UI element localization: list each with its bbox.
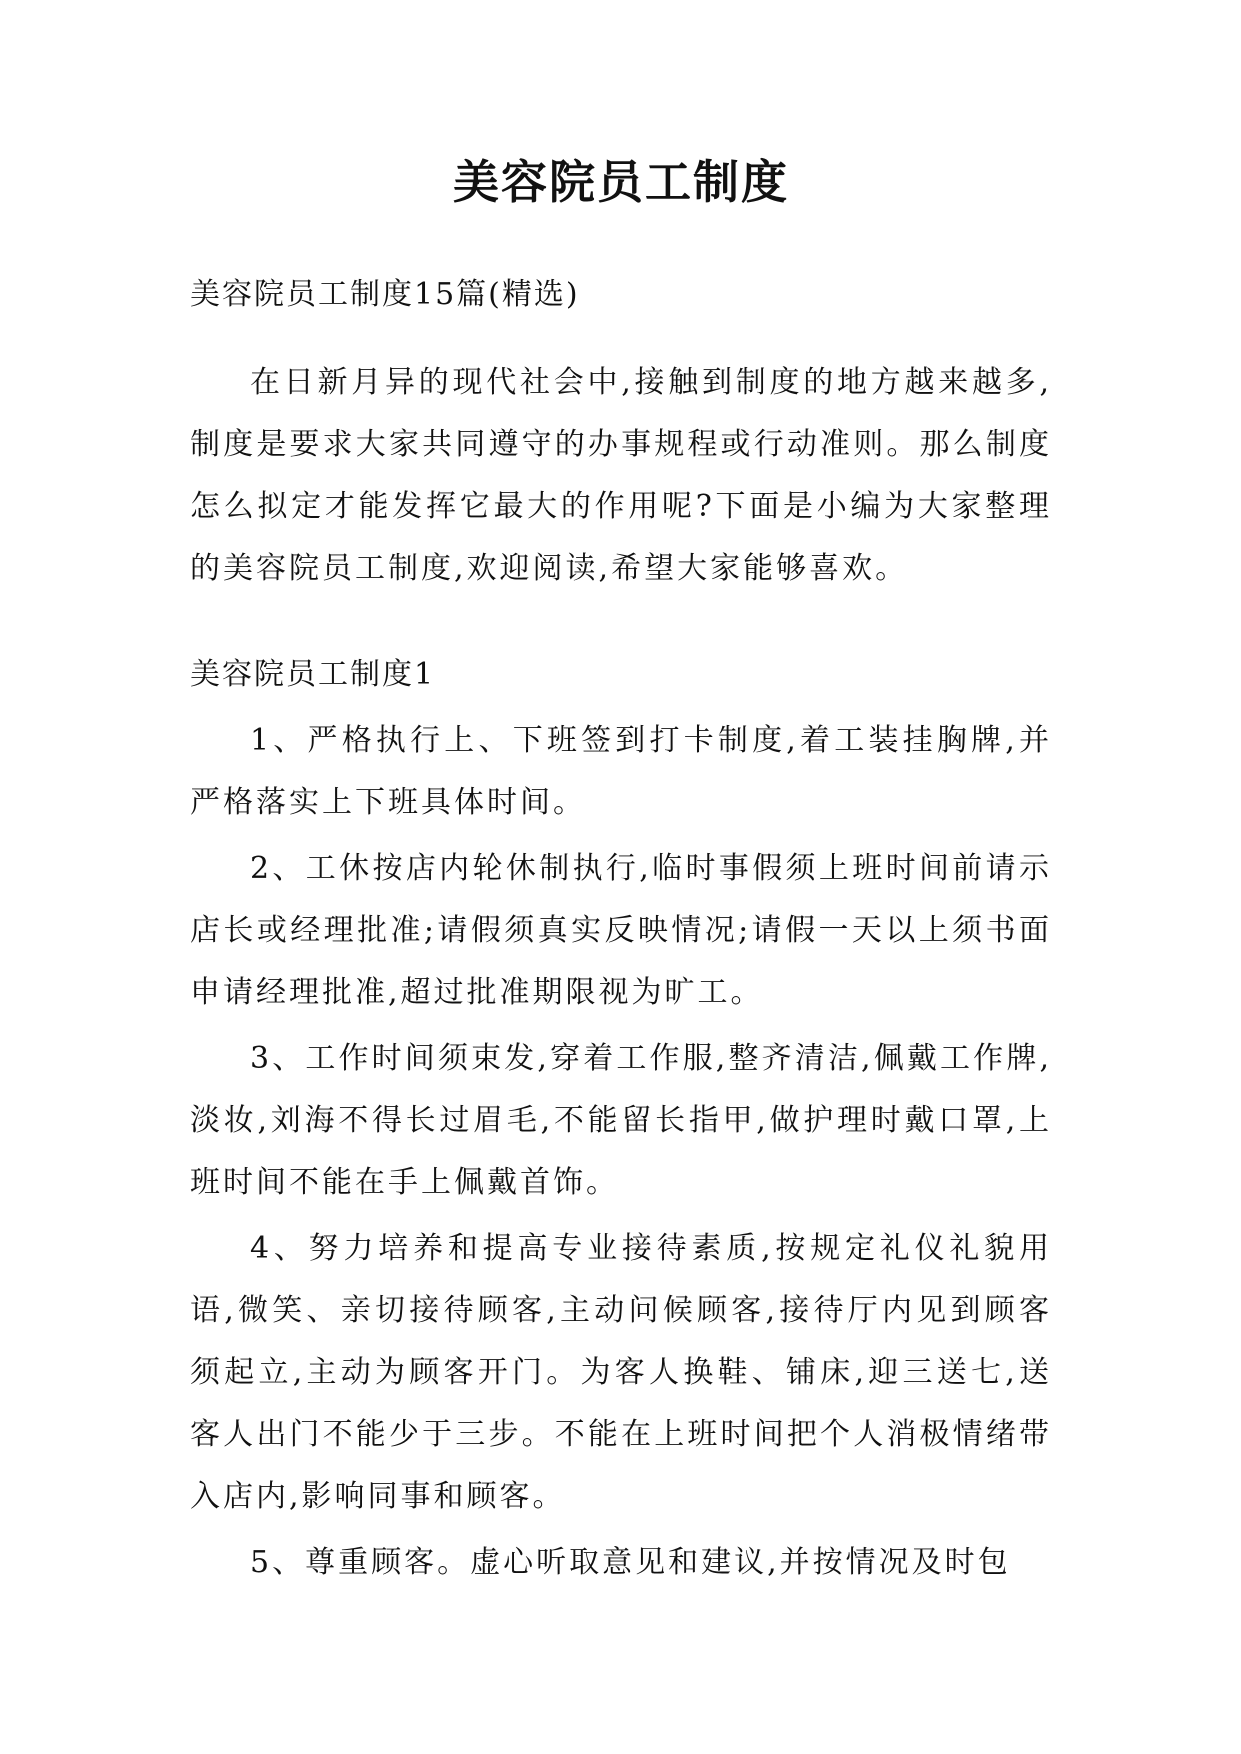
rule-item-5: 5、尊重顾客。虚心听取意见和建议,并按情况及时包 <box>250 1545 1011 1580</box>
rule-item-3: 3、工作时间须束发,穿着工作服,整齐清洁,佩戴工作牌,淡妆,刘海不得长过眉毛,不能留长指甲,做护理时戴口罩,上班时间不能在手上佩戴首饰。 <box>190 1041 1052 1200</box>
document-title: 美容院员工制度 <box>453 155 789 209</box>
section-title: 美容院员工制度1 <box>190 657 436 692</box>
document-content <box>190 142 1052 1594</box>
rule-item-4: 4、努力培养和提高专业接待素质,按规定礼仪礼貌用语,微笑、亲切接待顾客,主动问候顾客,接待厅内见到顾客须起立,主动为顾客开门。为客人换鞋、铺床,迎三送七,送客人出门不能少于三步。不能在上班时间把个人消极情绪带入店内,影响同事和顾客。 <box>190 1231 1052 1514</box>
document-subtitle: 美容院员工制度15篇(精选) <box>190 277 580 312</box>
rule-item-2: 2、工休按店内轮休制执行,临时事假须上班时间前请示店长或经理批准;请假须真实反映情况;请假一天以上须书面申请经理批准,超过批准期限视为旷工。 <box>190 851 1052 1010</box>
intro-paragraph: 在日新月异的现代社会中,接触到制度的地方越来越多,制度是要求大家共同遵守的办事规程或行动准则。那么制度怎么拟定才能发挥它最大的作用呢?下面是小编为大家整理的美容院员工制度,欢迎阅读,希望大家能够喜欢。 <box>190 365 1052 586</box>
rule-item-1: 1、严格执行上、下班签到打卡制度,着工装挂胸牌,并严格落实上下班具体时间。 <box>190 723 1052 820</box>
